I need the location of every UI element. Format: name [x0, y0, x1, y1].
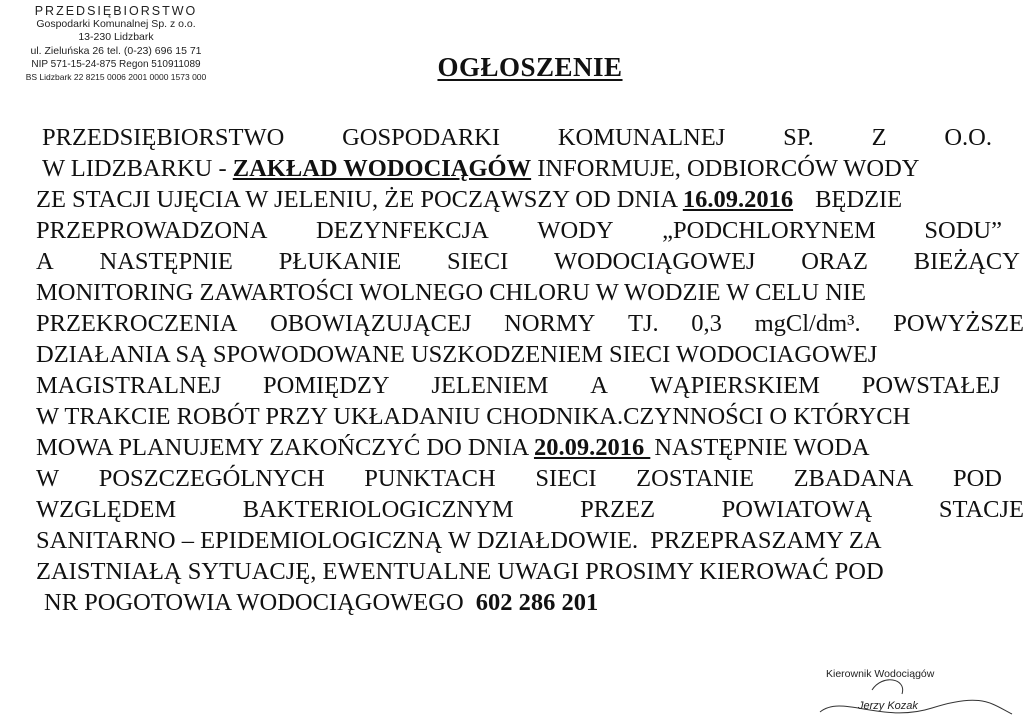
department-name: ZAKŁAD WODOCIĄGÓW [232, 155, 532, 182]
stamp-bank: BS Lidzbark 22 8215 0006 2001 0000 1573 000 [25, 72, 207, 82]
body-line-12: W POSZCZEGÓLNYCH PUNKTACH SIECI ZOSTANIE ZBADANA POD [36, 465, 1002, 492]
signature-role: Kierownik Wodociągów [826, 668, 935, 680]
start-date: 16.09.2016 [682, 186, 794, 213]
stamp-nip-regon: NIP 571-15-24-875 Regon 510911089 [31, 59, 201, 70]
body-line-3: ZE STACJI UJĘCIA W JELENIU, ŻE POCZĄWSZY OD DNIA 16.09.2016 BĘDZIE [36, 186, 903, 213]
stamp-address: ul. Zieluńska 26 tel. (0-23) 696 15 71 [30, 45, 202, 57]
body-line-5: A NASTĘPNIE PŁUKANIE SIECI WODOCIĄGOWEJ ORAZ BIEŻĄCY [36, 248, 1020, 275]
body-line-10: W TRAKCIE ROBÓT PRZY UKŁADANIU CHODNIKA.CZYNNOŚCI O KTÓRYCH [36, 403, 911, 430]
body-line-4: PRZEPROWADZONA DEZYNFEKCJA WODY „PODCHLORYNEM SODU” [36, 217, 1002, 244]
stamp-company: PRZEDSIĘBIORSTWO [34, 4, 198, 18]
body-line-14: SANITARNO – EPIDEMIOLOGICZNĄ W DZIAŁDOWIE. PRZEPRASZAMY ZA [36, 527, 882, 554]
body-line-2: W LIDZBARKU - ZAKŁAD WODOCIĄGÓW INFORMUJE, ODBIORCÓW WODY [42, 155, 920, 182]
body-line-16: NR POGOTOWIA WODOCIĄGOWEGO 602 286 201 [44, 589, 599, 616]
announcement-title: OGŁOSZENIE [437, 52, 623, 82]
body-line-13: WZGLĘDEM BAKTERIOLOGICZNYM PRZEZ POWIATOWĄ STACJE [36, 496, 1024, 523]
body-line-1: PRZEDSIĘBIORSTWO GOSPODARKI KOMUNALNEJ SP. Z O.O. [42, 124, 992, 151]
body-line-9: MAGISTRALNEJ POMIĘDZY JELENIEM A WĄPIERSKIEM POWSTAŁEJ [36, 372, 1000, 399]
stamp-city: 13-230 Lidzbark [78, 31, 154, 43]
body-line-11: MOWA PLANUJEMY ZAKOŃCZYĆ DO DNIA 20.09.2016 NASTĘPNIE WODA [36, 434, 870, 461]
end-date: 20.09.2016 [533, 434, 651, 461]
body-line-8: DZIAŁANIA SĄ SPOWODOWANE USZKODZENIEM SIECI WODOCIAGOWEJ [36, 341, 878, 368]
stamp-company-sub: Gospodarki Komunalnej Sp. z o.o. [36, 18, 196, 30]
body-line-6: MONITORING ZAWARTOŚCI WOLNEGO CHLORU W WODZIE W CELU NIE [36, 279, 866, 306]
signature-name: Jerzy Kozak [858, 700, 918, 712]
body-line-7: PRZEKROCZENIA OBOWIĄZUJĄCEJ NORMY TJ. 0,3 mgCl/dm³. POWYŻSZE [36, 310, 1024, 337]
emergency-phone: 602 286 201 [475, 589, 599, 616]
body-line-15: ZAISTNIAŁĄ SYTUACJĘ, EWENTUALNE UWAGI PROSIMY KIEROWAĆ POD [36, 558, 884, 585]
